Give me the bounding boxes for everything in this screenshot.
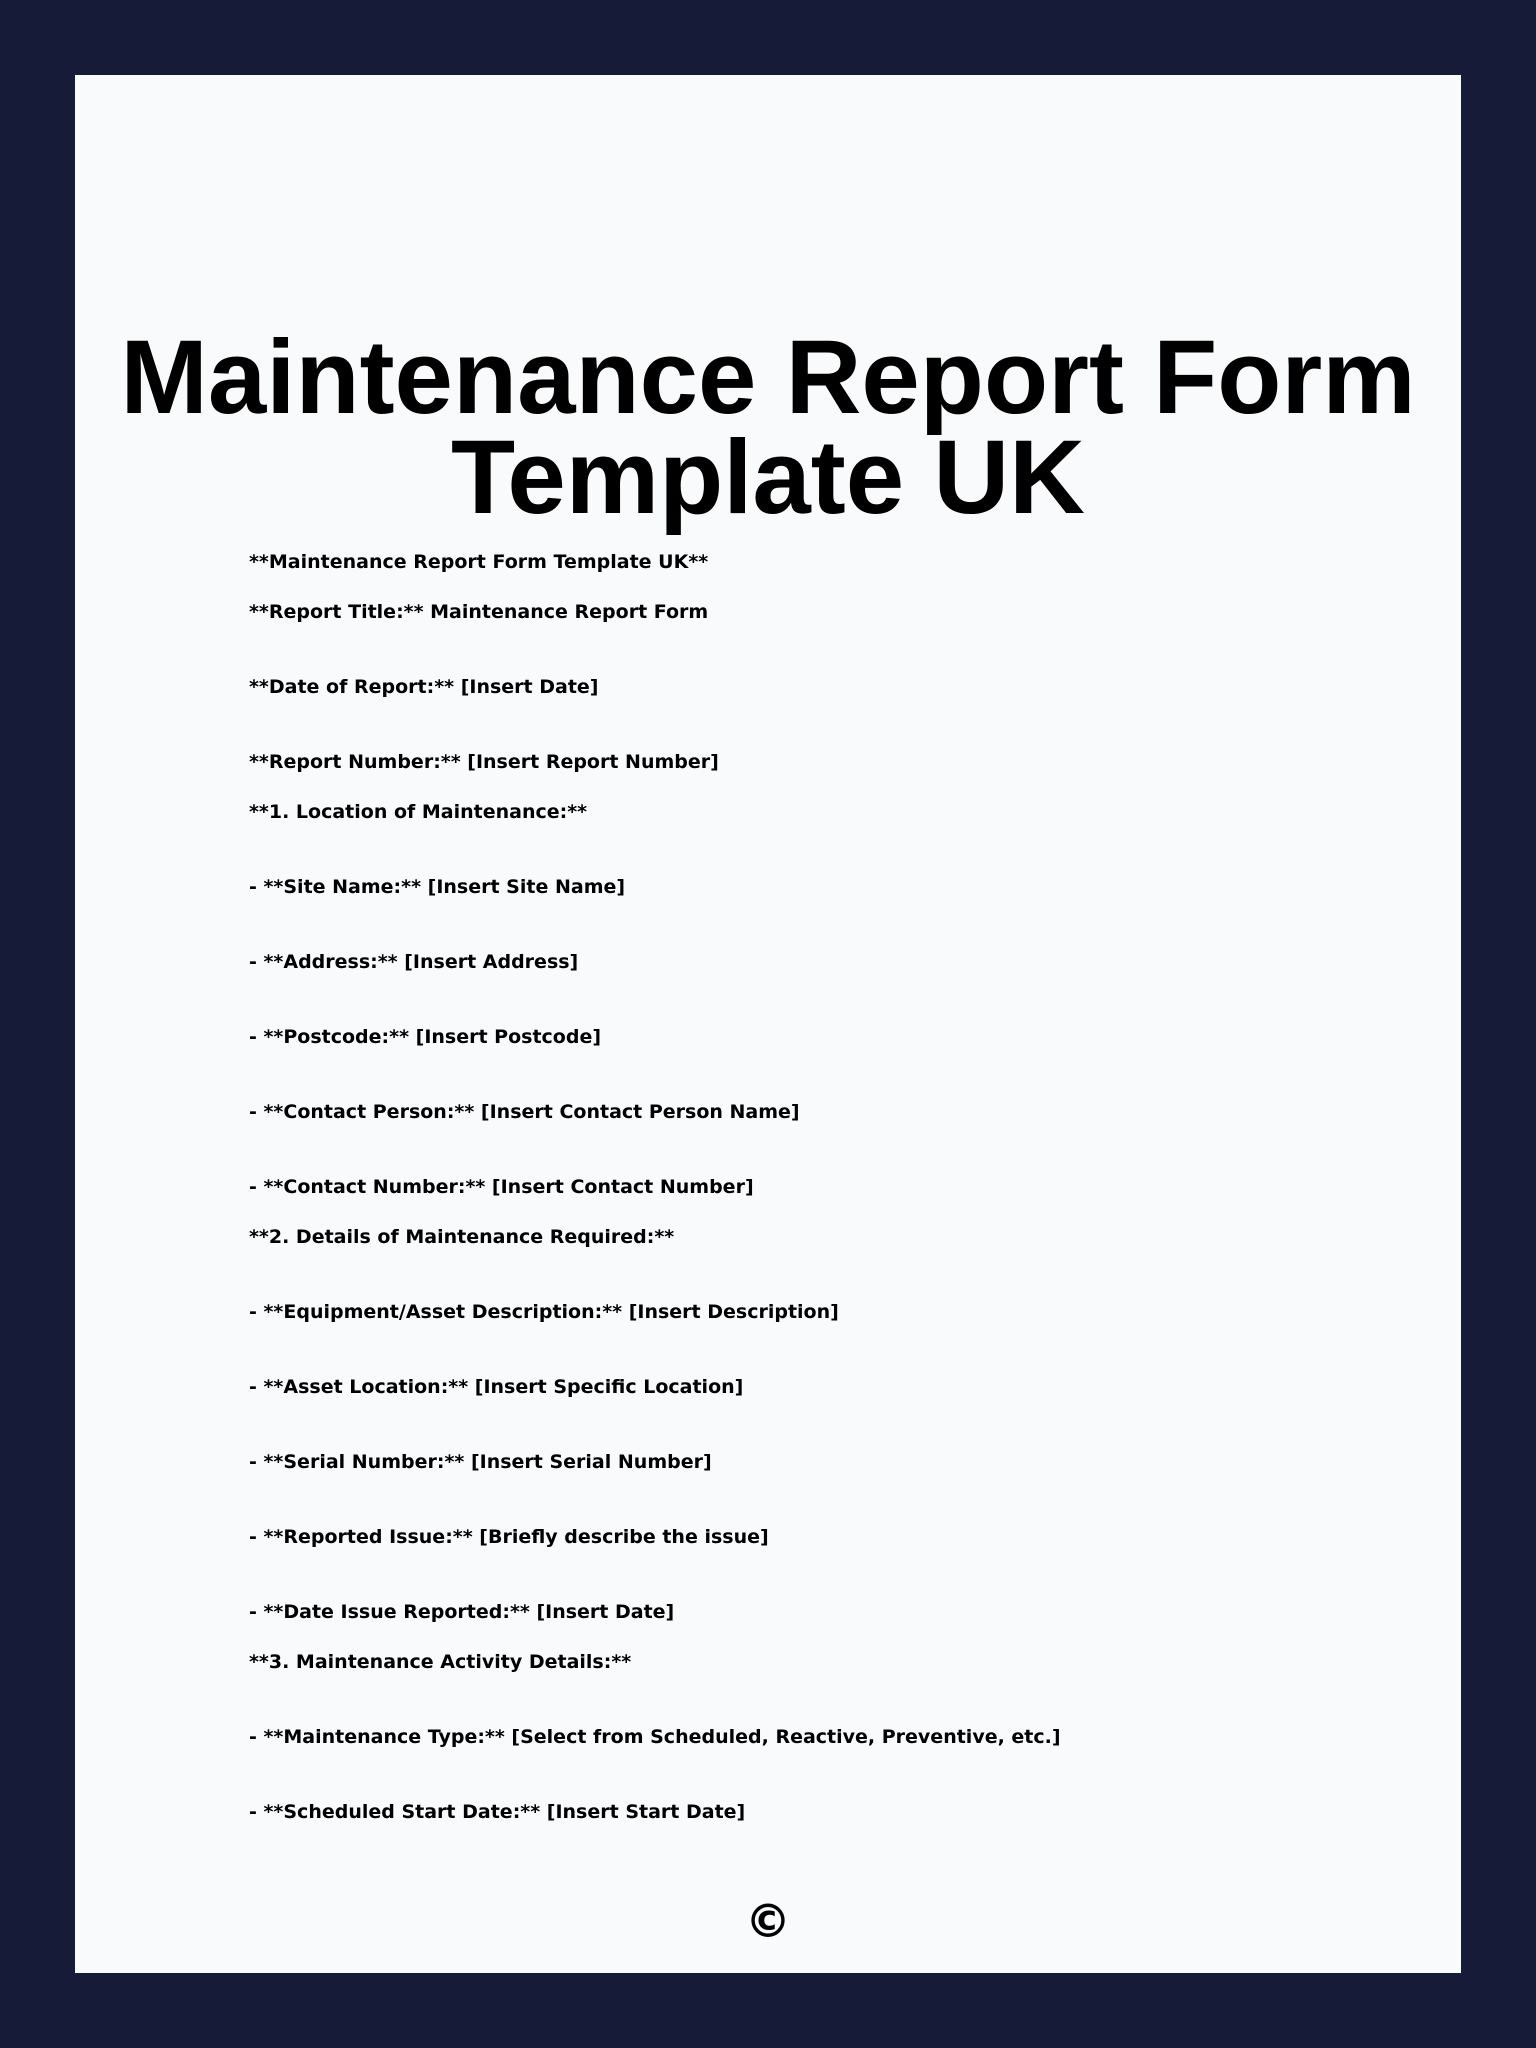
address-line: - **Address:** [Insert Address]	[249, 951, 579, 973]
scheduled-start-date-line: - **Scheduled Start Date:** [Insert Start Date]	[249, 1801, 746, 1823]
date-issue-reported-line: - **Date Issue Reported:** [Insert Date]	[249, 1601, 675, 1623]
equipment-description-line: - **Equipment/Asset Description:** [Insert Description]	[249, 1301, 839, 1323]
postcode-line: - **Postcode:** [Insert Postcode]	[249, 1026, 602, 1048]
maintenance-type-line: - **Maintenance Type:** [Select from Scheduled, Reactive, Preventive, etc.]	[249, 1726, 1061, 1748]
section-heading-details: **2. Details of Maintenance Required:**	[249, 1226, 675, 1248]
report-number-line: **Report Number:** [Insert Report Number]	[249, 751, 719, 773]
asset-location-line: - **Asset Location:** [Insert Specific Location]	[249, 1376, 744, 1398]
contact-number-line: - **Contact Number:** [Insert Contact Number]	[249, 1176, 754, 1198]
section-heading-activity: **3. Maintenance Activity Details:**	[249, 1651, 632, 1673]
serial-number-line: - **Serial Number:** [Insert Serial Number]	[249, 1451, 712, 1473]
contact-person-line: - **Contact Person:** [Insert Contact Person Name]	[249, 1101, 800, 1123]
document-page	[75, 75, 1461, 1973]
reported-issue-line: - **Reported Issue:** [Briefly describe the issue]	[249, 1526, 769, 1548]
page-title: Maintenance Report Form Template UK	[120, 319, 1416, 536]
copyright-icon: ©	[745, 1894, 791, 1948]
section-heading-location: **1. Location of Maintenance:**	[249, 801, 588, 823]
document-heading-line: **Maintenance Report Form Template UK**	[249, 551, 709, 573]
report-date-line: **Date of Report:** [Insert Date]	[249, 676, 599, 698]
report-title-line: **Report Title:** Maintenance Report Form	[249, 601, 709, 623]
site-name-line: - **Site Name:** [Insert Site Name]	[249, 876, 626, 898]
